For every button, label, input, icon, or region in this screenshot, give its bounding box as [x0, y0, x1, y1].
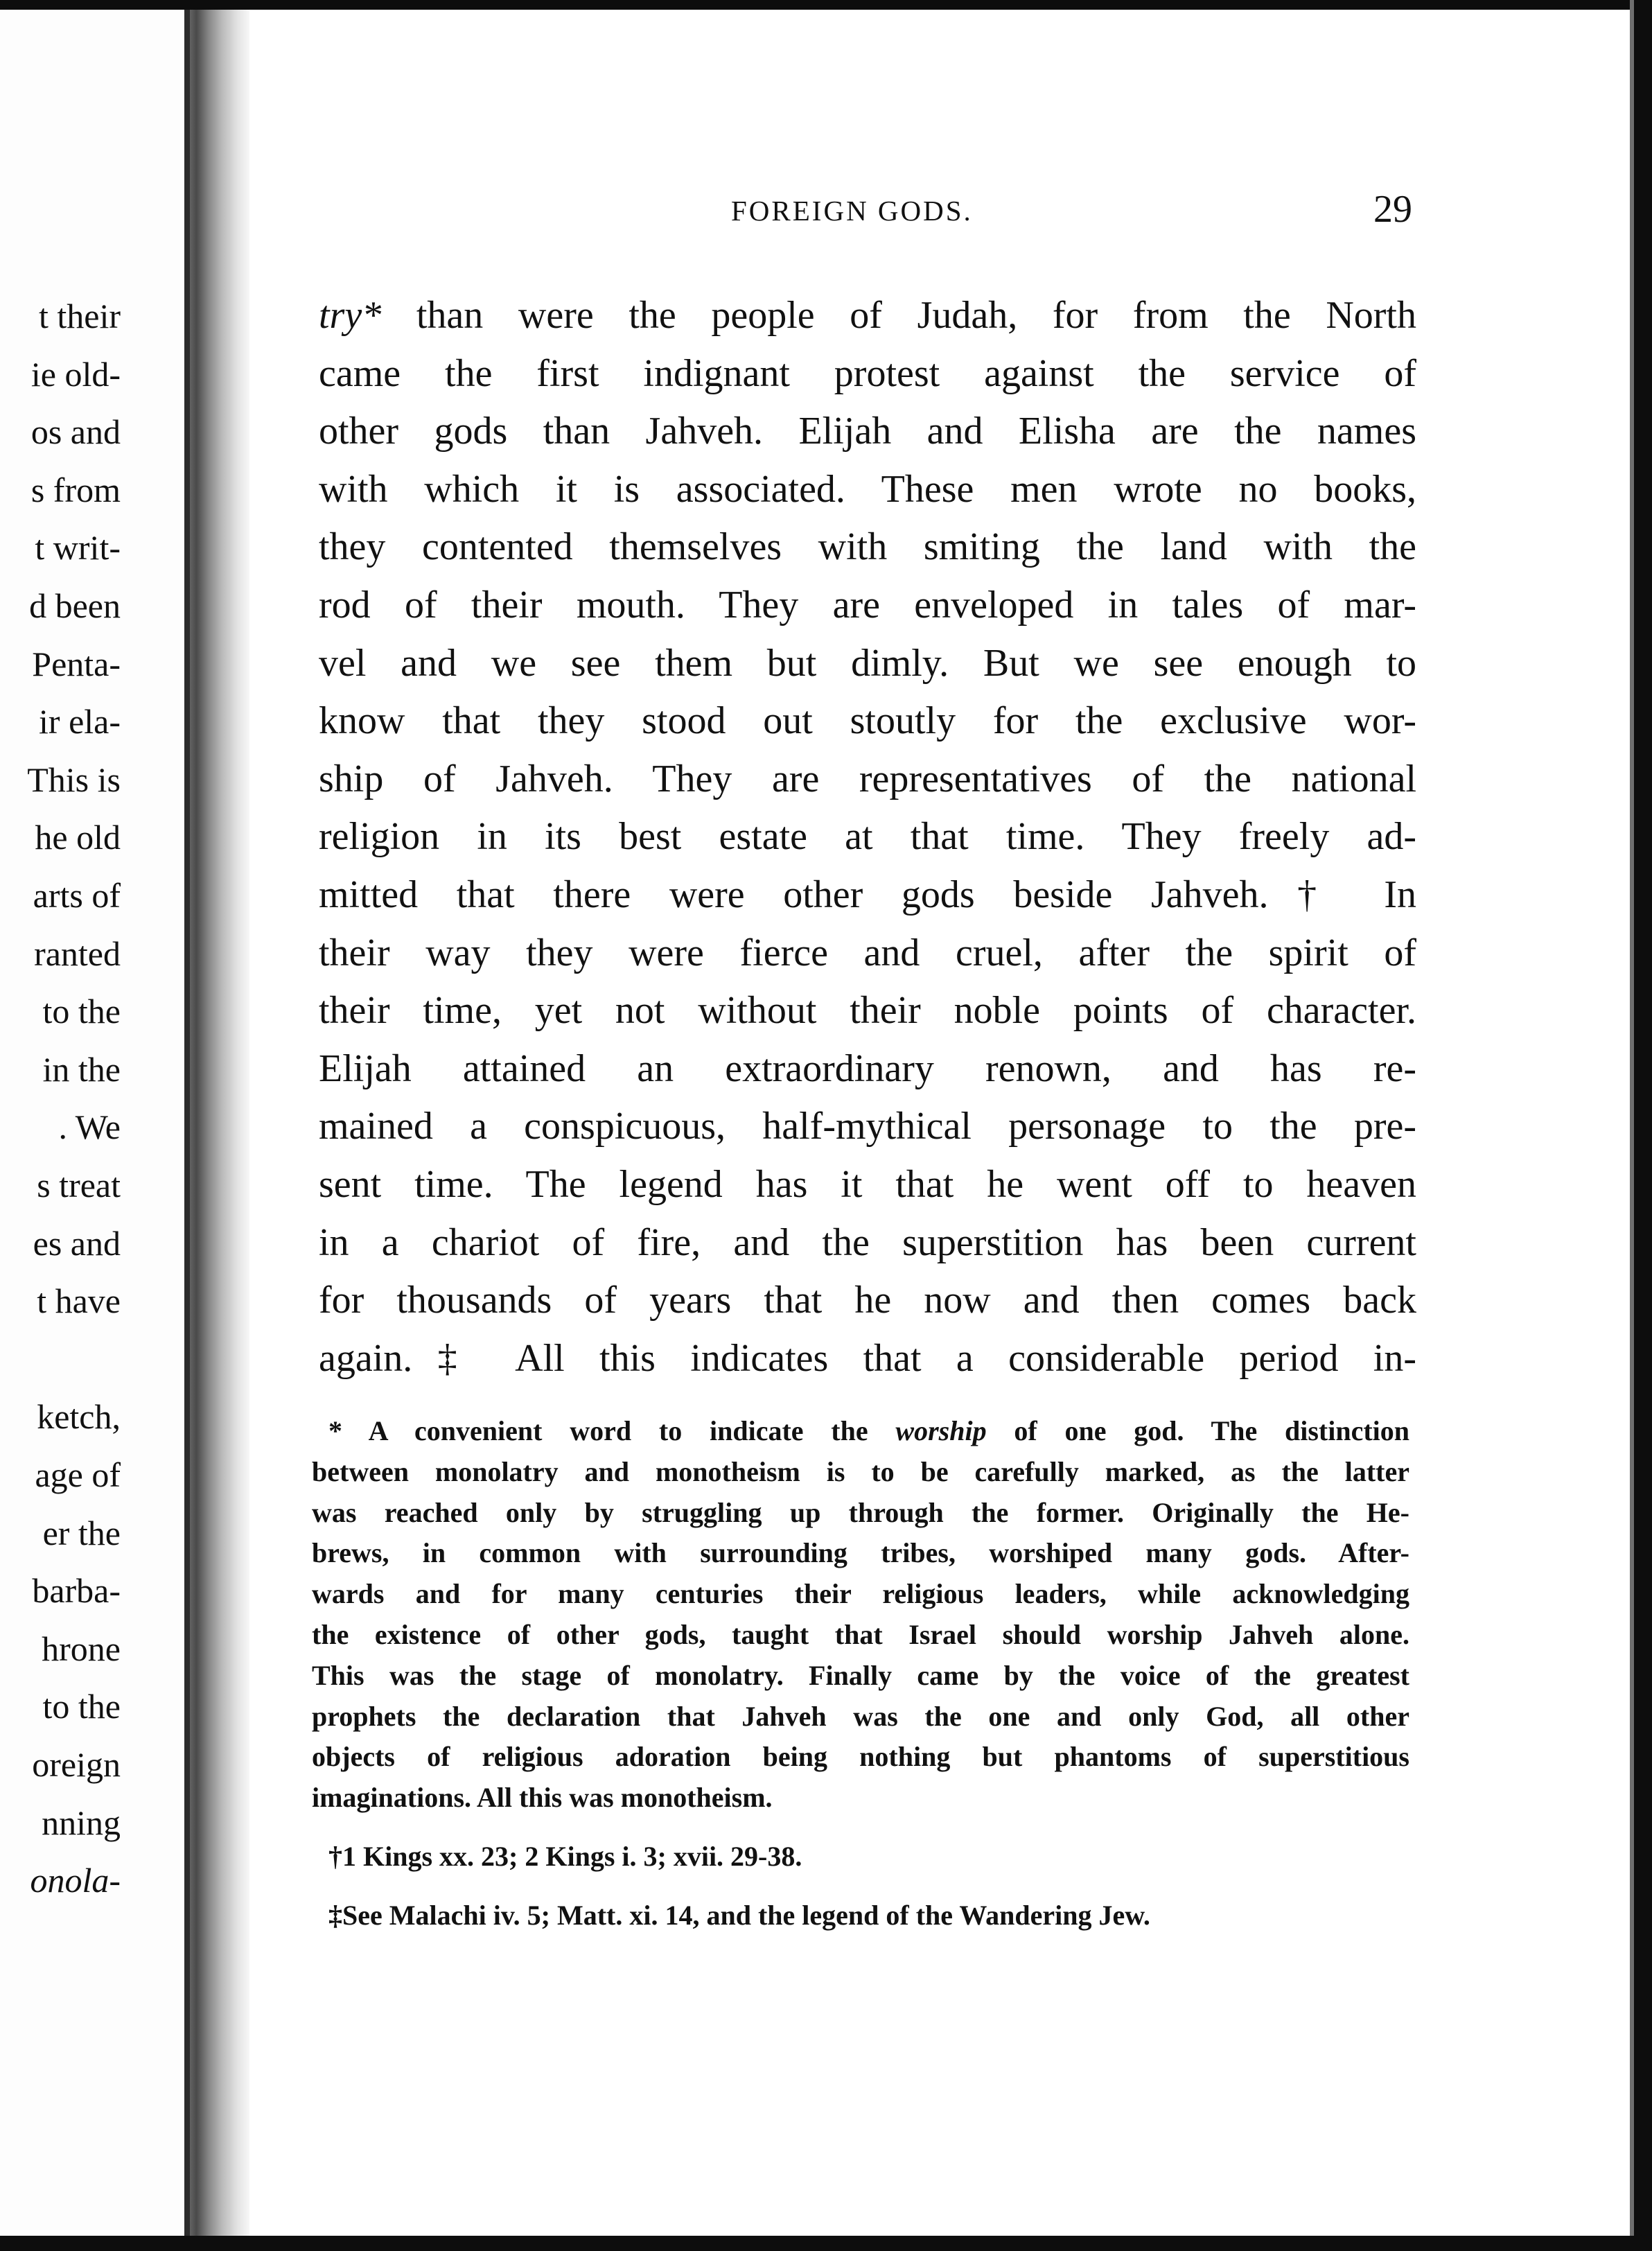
footnote-star-line: objects of religious adoration being nothing but phantoms of superstitious: [312, 1741, 1409, 1773]
facing-page-line-fragment: s treat: [37, 1166, 121, 1205]
footnote-star-line: the existence of other gods, taught that Israel should worship Jahveh alone.: [312, 1618, 1409, 1650]
facing-page-line-fragment: arts of: [33, 876, 121, 915]
body-line: for thousands of years that he now and then comes back: [319, 1279, 1416, 1322]
facing-page-line-fragment: ketch,: [37, 1397, 121, 1437]
body-italic-word: try*: [319, 294, 382, 337]
facing-page-line-fragment: to the: [42, 1687, 121, 1726]
body-line: their time, yet not without their noble points of character.: [319, 989, 1416, 1033]
facing-page-line-fragment: es and: [33, 1223, 121, 1263]
facing-page-line-fragment: t their: [38, 297, 121, 335]
facing-page-line-fragment: t have: [37, 1281, 121, 1321]
footnote-gap: [312, 1819, 1409, 1837]
scan-border-right: [1634, 0, 1652, 2251]
footnote-star-line: between monolatry and monotheism is to be carefully marked, as the latter: [312, 1455, 1409, 1487]
body-line: [319, 287, 1416, 345]
body-line: came the first indignant protest against the service of: [319, 351, 1416, 395]
footnote-gap: [312, 1877, 1409, 1895]
footnote-double-dagger: ‡See Malachi iv. 5; Matt. xi. 14, and the legend of the Wandering Jew.: [328, 1899, 1150, 1931]
facing-page-line-fragment: ie old-: [30, 354, 121, 394]
body-line: know that they stood out stoutly for the exclusive wor-: [319, 699, 1416, 743]
footnote-star-line: imaginations. All this was monotheism.: [312, 1782, 773, 1814]
body-line: they contented themselves with smiting the land with the: [319, 525, 1416, 569]
facing-page-line-fragment: This is: [27, 760, 121, 799]
body-line: sent time. The legend has it that he went off to heaven: [319, 1162, 1416, 1206]
footnote-star-line: brews, in common with surrounding tribes, worshiped many gods. After-: [312, 1537, 1409, 1569]
body-line: vel and we see them but dimly. But we see enough to: [319, 641, 1416, 685]
facing-page-line-fragment: ranted: [34, 934, 121, 973]
body-line: other gods than Jahveh. Elijah and Elisha are the names: [319, 410, 1416, 453]
body-line: with which it is associated. These men wrote no books,: [319, 467, 1416, 511]
running-head: FOREIGN GODS.: [731, 195, 973, 227]
facing-page-line-fragment: ir ela-: [39, 702, 121, 742]
body-line: ship of Jahveh. They are representatives of the national: [319, 757, 1416, 800]
facing-page-line-fragment: er the: [42, 1513, 121, 1552]
footnote-italic-word: worship: [895, 1415, 987, 1446]
page-number: 29: [1373, 188, 1412, 231]
body-line: rod of their mouth. They are enveloped in tales of mar-: [319, 583, 1416, 627]
facing-page-line-fragment: Penta-: [32, 644, 121, 683]
body-line-text: than were the people of Judah, for from the North: [381, 294, 1416, 337]
facing-page-line-fragment: to the: [42, 992, 121, 1031]
footnote-star-line: was reached only by struggling up through the former. Originally the He-: [312, 1496, 1409, 1528]
facing-page-line-fragment: age of: [35, 1455, 121, 1494]
facing-page-line-fragment: d been: [29, 586, 121, 625]
scan-border-bottom: [0, 2236, 1652, 2251]
body-line: Elijah attained an extraordinary renown, and has re-: [319, 1046, 1416, 1090]
body-line: again.‡ All this indicates that a considerable period in-: [319, 1336, 1416, 1380]
facing-page-line-fragment: nning: [42, 1803, 121, 1842]
facing-page-line-fragment: hrone: [42, 1629, 121, 1668]
facing-page-line-fragment: t writ-: [35, 528, 121, 568]
body-line: their way they were fierce and cruel, after the spirit of: [319, 931, 1416, 974]
facing-page-line-fragment: . We: [58, 1107, 121, 1147]
footnotes: [312, 1411, 1409, 1936]
body-line: in a chariot of fire, and the superstition has been current: [319, 1220, 1416, 1264]
footnote-star-line: prophets the declaration that Jahveh was the one and only God, all other: [312, 1700, 1409, 1732]
book-gutter: [187, 10, 249, 2236]
body-line: religion in its best estate at that time. They freely ad-: [319, 815, 1416, 859]
footnote-text: of one god. The distinction: [986, 1415, 1410, 1446]
scan-border-top: [0, 0, 1652, 10]
body-line: mained a conspicuous, half-mythical personage to the pre-: [319, 1105, 1416, 1148]
facing-page-fragment: [0, 10, 187, 2236]
body-text: [319, 287, 1416, 1387]
facing-page-line-fragment: s from: [30, 470, 121, 509]
footnote-dagger: †1 Kings xx. 23; 2 Kings i. 3; xvii. 29-38.: [328, 1840, 802, 1872]
footnote-star-line: wards and for many centuries their religious leaders, while acknowledging: [312, 1578, 1409, 1610]
body-line: mitted that there were other gods beside Jahveh.† In: [319, 873, 1416, 916]
facing-page-line-fragment: in the: [42, 1049, 121, 1089]
footnote-star-line: This was the stage of monolatry. Finally came by the voice of the greatest: [312, 1659, 1409, 1691]
facing-page-line-fragment: onola-: [30, 1861, 121, 1900]
footnote-text: * A convenient word to indicate the: [328, 1415, 896, 1446]
facing-page-line-fragment: he old: [35, 818, 121, 857]
facing-page-line-fragment: oreign: [32, 1745, 121, 1784]
facing-page-line-fragment: os and: [30, 412, 121, 452]
footnote-star-line: [312, 1411, 1409, 1452]
facing-page-line-fragment: barba-: [32, 1571, 121, 1611]
gutter-edge: [184, 10, 190, 2236]
